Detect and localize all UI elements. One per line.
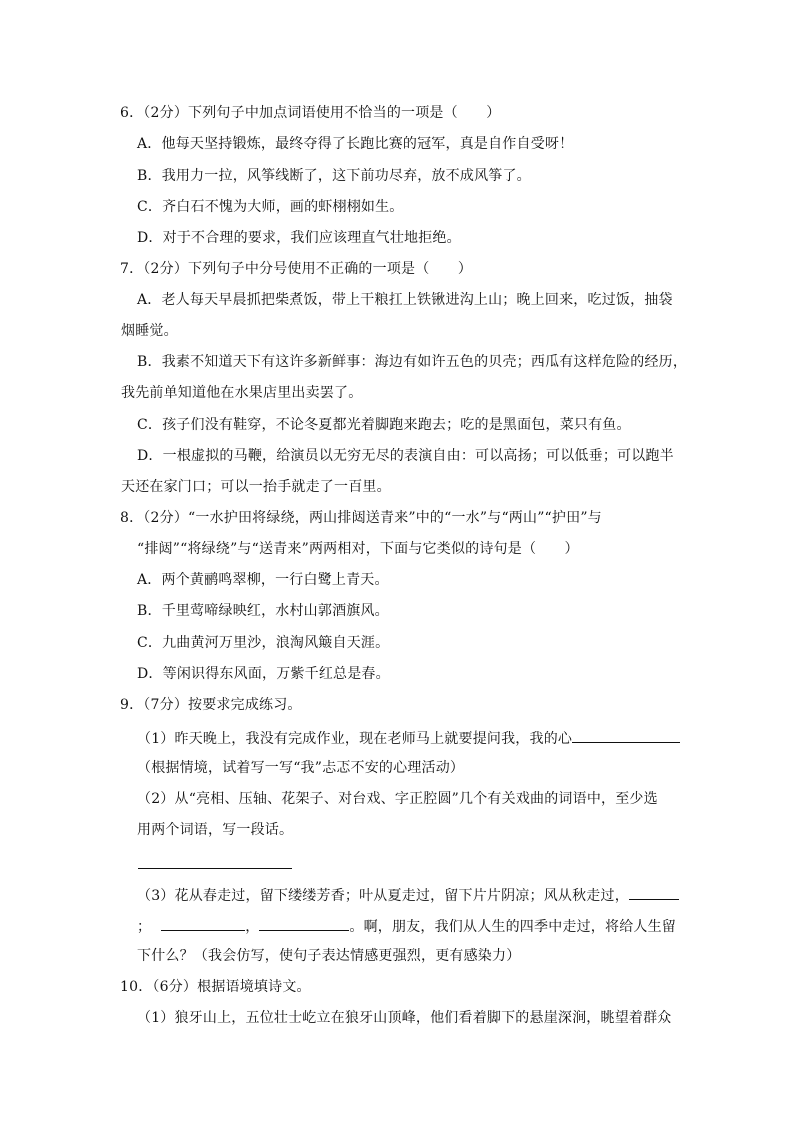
q10-part1-line1: （1）狼牙山上，五位壮士屹立在狼牙山顶峰，他们看着脚下的悬崖深涧，眺望着群众 xyxy=(137,1010,672,1026)
q6-option-b: B．我用力一拉，风筝线断了，这下前功尽弃，放不成风筝了。 xyxy=(137,168,531,184)
q6-option-d: D．对于不合理的要求，我们应该理直气壮地拒绝。 xyxy=(137,230,461,246)
q7-option-d-line1: D．一根虚拟的马鞭，给演员以无穷无尽的表演自由：可以高扬；可以低垂；可以跑半 xyxy=(137,448,674,464)
q8-option-b: B．千里莺啼绿映红，水村山郭酒旗风。 xyxy=(137,603,389,619)
q9-part1-answer-blank[interactable] xyxy=(572,728,680,743)
q9-part2-line1: （2）从“亮相、压轴、花架子、对台戏、字正腔圆”几个有关戏曲的词语中，至少选 xyxy=(137,791,658,807)
q8-option-d: D．等闲识得东风面，万紫千红总是春。 xyxy=(137,666,390,682)
q7-option-b-line2: 我先前单知道他在水果店里出卖罢了。 xyxy=(121,385,363,401)
q7-option-c: C．孩子们没有鞋穿，不论冬夏都光着脚跑来跑去；吃的是黑面包，菜只有鱼。 xyxy=(137,417,631,433)
q9-part1-text: （1）昨天晚上，我没有完成作业，现在老师马上就要提问我，我的心 xyxy=(137,731,573,747)
q6-stem: 6．（2分）下列句子中加点词语使用不恰当的一项是（ ） xyxy=(120,105,501,121)
q9-part3-blank-1[interactable] xyxy=(629,885,679,900)
q7-stem: 7．（2分）下列句子中分号使用不正确的一项是（ ） xyxy=(120,261,473,277)
q6-option-c: C．齐白石不愧为大师，画的虾栩栩如生。 xyxy=(137,199,404,215)
q8-stem-line2: “排闼”“将绿绕”与“送青来”两两相对，下面与它类似的诗句是（ ） xyxy=(137,541,579,557)
q9-part2-answer-line[interactable] xyxy=(138,868,292,869)
q7-option-b-line1: B．我素不知道天下有这许多新鲜事：海边有如许五色的贝壳；西瓜有这样危险的经历， xyxy=(137,354,688,370)
q7-option-a-line1: A．老人每天早晨抓把柴煮饭，带上干粮扛上铁锹进沟上山；晚上回来，吃过饭，抽袋 xyxy=(137,292,673,308)
q9-part1-line1 xyxy=(137,728,680,748)
q9-part3-text: （3）花从春走过，留下缕缕芳香；叶从夏走过，留下片片阴凉；风从秋走过， xyxy=(137,888,629,904)
q9-part3-blank-3[interactable] xyxy=(259,916,349,931)
q9-part3-tail: 。啊，朋友，我们从人生的四季中走过，将给人生留 xyxy=(349,919,677,935)
q7-option-a-line2: 烟睡觉。 xyxy=(121,323,178,339)
q10-stem: 10．（6分）根据语境填诗文。 xyxy=(120,979,311,995)
q9-part3-line3: 下什么？（我会仿写，使句子表达情感更强烈，更有感染力） xyxy=(137,948,521,964)
q8-option-c: C．九曲黄河万里沙，浪淘风簸自天涯。 xyxy=(137,635,390,651)
q7-option-d-line2: 天还在家门口；可以一抬手就走了一百里。 xyxy=(121,479,391,495)
q9-part3-blank-2[interactable] xyxy=(161,916,245,931)
q9-stem: 9．（7分）按要求完成练习。 xyxy=(120,697,302,713)
q9-part3-semicolon: ； xyxy=(137,919,152,935)
q9-part3-comma: ， xyxy=(245,919,260,935)
q9-part1-line2: （根据情境，试着写一写“我”忐忑不安的心理活动） xyxy=(137,760,465,776)
q6-option-a: A．他每天坚持锻炼，最终夺得了长跑比赛的冠军，真是自作自受呀！ xyxy=(137,136,574,152)
q9-part3-line1 xyxy=(137,885,679,905)
q9-part3-line2 xyxy=(137,916,676,936)
q8-option-a: A．两个黄鹂鸣翠柳，一行白鹭上青天。 xyxy=(137,572,389,588)
q9-part2-line2: 用两个词语，写一段话。 xyxy=(137,822,294,838)
q8-stem-line1: 8．（2分）“一水护田将绿绕，两山排闼送青来”中的“一水”与“两山”“护田”与 xyxy=(120,510,602,526)
